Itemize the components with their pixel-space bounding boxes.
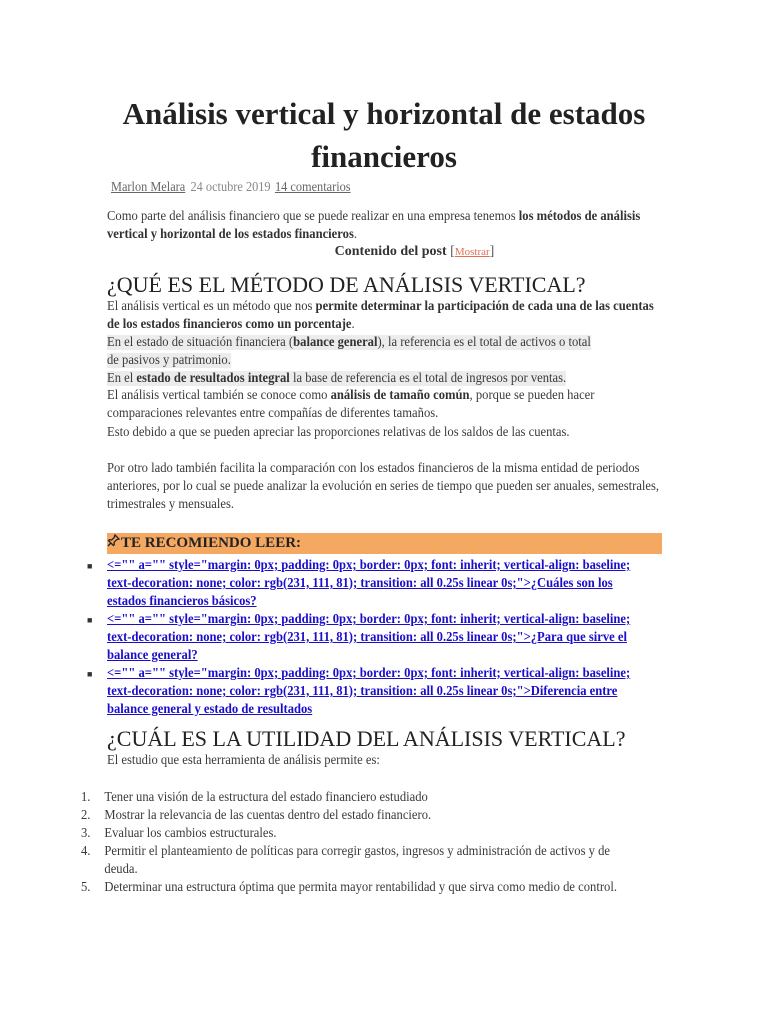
list-item xyxy=(81,807,621,825)
list-text: Mostrar la relevancia de las cuentas dentro del estado financiero. xyxy=(104,808,432,823)
shaded-results xyxy=(107,371,566,386)
list-item xyxy=(87,611,652,665)
common-size-paragraph xyxy=(107,387,661,423)
intro-paragraph xyxy=(107,208,661,244)
shaded-balance xyxy=(107,335,591,368)
section-heading-vertical: ¿QUÉ ES EL MÉTODO DE ANÁLISIS VERTICAL? xyxy=(107,272,586,297)
list-item xyxy=(87,557,652,611)
list-item xyxy=(81,789,621,807)
list-number: 2. xyxy=(81,808,91,823)
table-of-contents xyxy=(107,243,722,261)
p4-end: , porque se pueden hacer comparaciones relevantes entre compañías de diferentes tamaños. xyxy=(107,388,595,421)
p2-bold: balance general xyxy=(293,335,378,350)
list-item xyxy=(81,825,621,843)
toc-label: Contenido del post xyxy=(334,244,447,259)
list-text: Tener una visión de la estructura del estado financiero estudiado xyxy=(104,790,428,805)
article-title: Análisis vertical y horizontal de estados financieros xyxy=(122,96,646,174)
comparison-paragraph: Por otro lado también facilita la comparación con los estados financieros de la misma entidad de periodos anteriores, por lo cual se puede analizar la evolución en series de tiempo que pueden ser anuales, semestrales, trimestrales y mensuales. xyxy=(107,461,660,512)
intro-end: . xyxy=(353,227,358,242)
pushpin-icon xyxy=(107,533,121,554)
section-heading-utility: ¿CUÁL ES LA UTILIDAD DEL ANÁLISIS VERTICAL? xyxy=(107,726,626,751)
recommend-label: TE RECOMIENDO LEER: xyxy=(121,535,302,551)
p1-text: El análisis vertical es un método que nos xyxy=(107,299,316,314)
p1-bold: permite determinar la participación de cada una de las cuentas de los estados financieros como un porcentaje xyxy=(107,299,654,332)
list-text: Permitir el planteamiento de políticas para corregir gastos, ingresos y administración de activos y de deuda. xyxy=(104,844,611,877)
utility-list xyxy=(81,789,621,897)
toc-close-bracket: ] xyxy=(489,244,495,259)
comments-link[interactable]: 14 comentarios xyxy=(274,180,351,195)
square-bullet-icon: ■ xyxy=(87,561,93,571)
list-number: 5. xyxy=(81,880,91,895)
recommended-link[interactable]: <="" a="" style="margin: 0px; padding: 0px; border: 0px; font: inherit; vertical-align: baseline; text-decoration: none; color: rgb(231, 111, 81); transition: all 0.25s linear 0s;">¿Para que sirve el balance general? xyxy=(107,612,631,663)
proportions-paragraph: Esto debido a que se pueden apreciar las proporciones relativas de los saldos de las cuentas. xyxy=(107,425,570,440)
list-item xyxy=(87,665,652,719)
results-reference xyxy=(107,370,661,388)
list-number: 3. xyxy=(81,826,91,841)
recommended-links xyxy=(87,557,652,719)
p3-text: En el xyxy=(107,371,137,386)
toc-open-bracket: [ xyxy=(450,244,455,259)
p4-text: El análisis vertical también se conoce como xyxy=(107,388,331,403)
recommended-link[interactable]: <="" a="" style="margin: 0px; padding: 0px; border: 0px; font: inherit; vertical-align: baseline; text-decoration: none; color: rgb(231, 111, 81); transition: all 0.25s linear 0s;">¿Cuáles son los estados financieros básicos? xyxy=(107,558,631,609)
article-meta xyxy=(111,179,351,197)
list-text: Determinar una estructura óptima que permita mayor rentabilidad y que sirva como medio de control. xyxy=(104,880,617,895)
list-text: Evaluar los cambios estructurales. xyxy=(104,826,277,841)
square-bullet-icon: ■ xyxy=(87,669,93,679)
vertical-definition xyxy=(107,298,661,334)
recommend-banner xyxy=(107,533,662,554)
balance-reference xyxy=(107,334,602,370)
author-link[interactable]: Marlon Melara xyxy=(111,180,186,195)
list-item xyxy=(81,879,621,897)
list-item xyxy=(81,843,621,879)
list-number: 4. xyxy=(81,844,91,859)
p2-text: En el estado de situación financiera ( xyxy=(107,335,294,350)
intro-text: Como parte del análisis financiero que se puede realizar en una empresa tenemos xyxy=(107,209,519,224)
square-bullet-icon: ■ xyxy=(87,615,93,625)
toc-toggle-link[interactable]: Mostrar xyxy=(454,246,490,258)
post-date: 24 octubre 2019 xyxy=(190,180,271,195)
utility-intro: El estudio que esta herramienta de análisis permite es: xyxy=(107,753,380,768)
p3-bold: estado de resultados integral xyxy=(136,371,290,386)
recommended-link[interactable]: <="" a="" style="margin: 0px; padding: 0px; border: 0px; font: inherit; vertical-align: baseline; text-decoration: none; color: rgb(231, 111, 81); transition: all 0.25s linear 0s;">Diferencia entre balance general y estado de resultados xyxy=(107,666,631,717)
p2-end: ), la referencia es el total de activos o total de pasivos y patrimonio. xyxy=(107,335,591,368)
p4-bold: análisis de tamaño común xyxy=(330,388,470,403)
p1-end: . xyxy=(351,317,355,332)
p3-end: la base de referencia es el total de ingresos por ventas. xyxy=(289,371,567,386)
intro-bold: los métodos de análisis vertical y horizontal de los estados financieros xyxy=(107,209,641,242)
list-number: 1. xyxy=(81,790,91,805)
